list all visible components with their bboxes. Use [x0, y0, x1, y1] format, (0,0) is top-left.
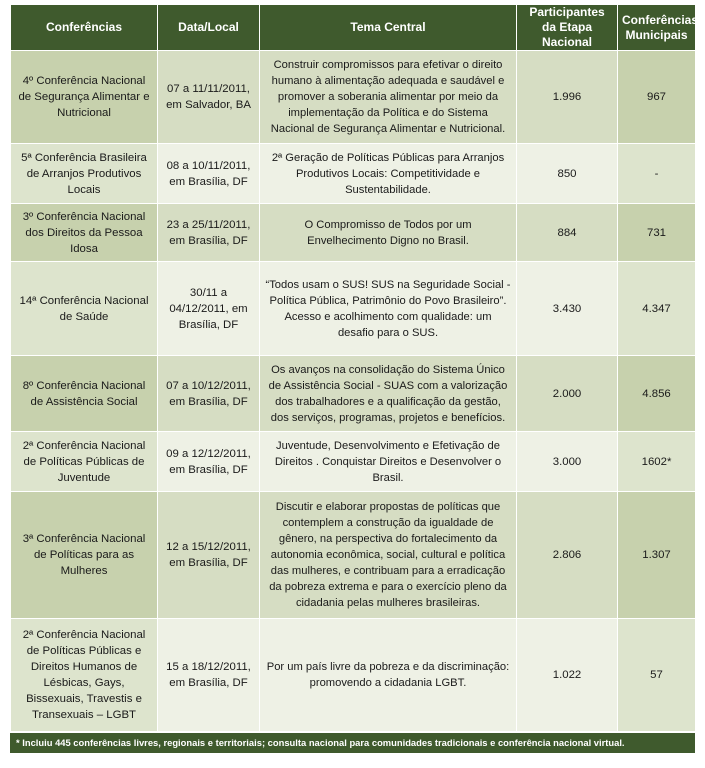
cell-tema: “Todos usam o SUS! SUS na Seguridade Social - Política Pública, Patrimônio do Povo Brasileiro”. Acesso e acolhimento com qualidade: um desafio para o SUS.: [260, 262, 517, 356]
table-row: [11, 262, 696, 356]
cell-municipais: 731: [618, 204, 696, 262]
cell-tema: Construir compromissos para efetivar o direito humano à alimentação adequada e saudável e promover a soberania alimentar por meio da implementação da Política e do Sistema Nacional de Segurança Alimentar e Nutricional.: [260, 51, 517, 144]
cell-participantes: 2.806: [517, 492, 618, 619]
cell-data-local: 15 a 18/12/2011, em Brasília, DF: [158, 619, 260, 732]
cell-municipais: 57: [618, 619, 696, 732]
header-municipais: Conferências Municipais: [618, 5, 696, 51]
cell-tema: O Compromisso de Todos por um Envelhecimento Digno no Brasil.: [260, 204, 517, 262]
header-tema-central: Tema Central: [260, 5, 517, 51]
table-row: [11, 144, 696, 204]
cell-participantes: 850: [517, 144, 618, 204]
cell-participantes: 3.000: [517, 432, 618, 492]
cell-conferencia: 2ª Conferência Nacional de Políticas Públicas e Direitos Humanos de Lésbicas, Gays, Bissexuais, Travestis e Transexuais – LGBT: [11, 619, 158, 732]
cell-data-local: 23 a 25/11/2011, em Brasília, DF: [158, 204, 260, 262]
cell-data-local: 12 a 15/12/2011, em Brasília, DF: [158, 492, 260, 619]
cell-tema: 2ª Geração de Políticas Públicas para Arranjos Produtivos Locais: Competitividade e Sustentabilidade.: [260, 144, 517, 204]
cell-data-local: 08 a 10/11/2011, em Brasília, DF: [158, 144, 260, 204]
cell-participantes: 2.000: [517, 356, 618, 432]
cell-data-local: 09 a 12/12/2011, em Brasília, DF: [158, 432, 260, 492]
cell-conferencia: 4º Conferência Nacional de Segurança Alimentar e Nutricional: [11, 51, 158, 144]
conferences-table: [10, 4, 699, 732]
cell-tema: Por um país livre da pobreza e da discriminação: promovendo a cidadania LGBT.: [260, 619, 517, 732]
cell-conferencia: 2ª Conferência Nacional de Políticas Públicas de Juventude: [11, 432, 158, 492]
header-conferencias: Conferências: [11, 5, 158, 51]
cell-tema: Juventude, Desenvolvimento e Efetivação de Direitos . Conquistar Direitos e Desenvolver o Brasil.: [260, 432, 517, 492]
cell-data-local: 30/11 a 04/12/2011, em Brasília, DF: [158, 262, 260, 356]
table-row: [11, 204, 696, 262]
table-row: [11, 356, 696, 432]
cell-participantes: 884: [517, 204, 618, 262]
cell-municipais: 1.307: [618, 492, 696, 619]
cell-participantes: 3.430: [517, 262, 618, 356]
footnote: * Incluiu 445 conferências livres, regionais e territoriais; consulta nacional para comunidades tradicionais e conferência nacional virtual.: [10, 733, 695, 753]
cell-municipais: 4.856: [618, 356, 696, 432]
cell-data-local: 07 a 10/12/2011, em Brasília, DF: [158, 356, 260, 432]
cell-tema: Os avanços na consolidação do Sistema Único de Assistência Social - SUAS com a valorização dos trabalhadores e a qualificação da gestão, dos serviços, programas, projetos e benefícios.: [260, 356, 517, 432]
table-row: [11, 492, 696, 619]
header-data-local: Data/Local: [158, 5, 260, 51]
header-participantes: Participantes da Etapa Nacional: [517, 5, 618, 51]
table-header-row: [11, 5, 696, 51]
cell-municipais: 4.347: [618, 262, 696, 356]
cell-tema: Discutir e elaborar propostas de políticas que contemplem a construção da igualdade de gênero, na perspectiva do fortalecimento da autonomia econômica, social, cultural e política das mulheres, e contribuam para a erradicação da pobreza extrema e para o exercício pleno da cidadania pelas mulheres brasileiras.: [260, 492, 517, 619]
cell-conferencia: 5ª Conferência Brasileira de Arranjos Produtivos Locais: [11, 144, 158, 204]
cell-conferencia: 3ª Conferência Nacional de Políticas para as Mulheres: [11, 492, 158, 619]
cell-municipais: 967: [618, 51, 696, 144]
cell-municipais: 1602*: [618, 432, 696, 492]
cell-conferencia: 3º Conferência Nacional dos Direitos da Pessoa Idosa: [11, 204, 158, 262]
cell-data-local: 07 a 11/11/2011, em Salvador, BA: [158, 51, 260, 144]
cell-municipais: -: [618, 144, 696, 204]
table-row: [11, 51, 696, 144]
cell-participantes: 1.022: [517, 619, 618, 732]
table-row: [11, 432, 696, 492]
cell-participantes: 1.996: [517, 51, 618, 144]
table-row: [11, 619, 696, 732]
cell-conferencia: 8º Conferência Nacional de Assistência Social: [11, 356, 158, 432]
cell-conferencia: 14ª Conferência Nacional de Saúde: [11, 262, 158, 356]
